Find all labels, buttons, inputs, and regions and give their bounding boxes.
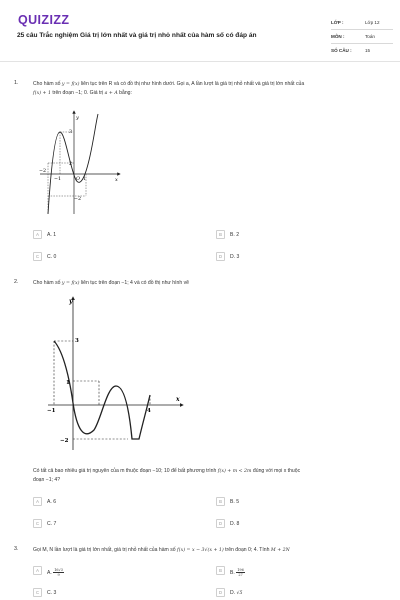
option-a[interactable] [33, 230, 153, 240]
option-letter-box: B [216, 566, 225, 575]
option-d[interactable] [216, 588, 336, 598]
option-prefix: D. [230, 589, 236, 596]
meta-value: 15 [365, 48, 371, 53]
tick-label-3: 3 [69, 130, 73, 135]
question-text [33, 546, 391, 555]
question-text-part: liên tục trên R và có đồ thị như hình dưới. Gọi a, A lần lượt là giá trị nhỏ nhất và giá trị lớn nhất của [80, 81, 305, 87]
fraction-denominator: 9 [57, 572, 60, 577]
question-text-part: liên tục trên đoạn −1; 4 và có đồ thị như hình vẽ [80, 280, 189, 286]
option-d[interactable] [216, 519, 336, 529]
question-text [33, 279, 391, 288]
meta-panel [331, 16, 393, 58]
option-text: C. 3 [47, 589, 57, 596]
option-text: C. 7 [47, 520, 57, 527]
tick-label-neg1: −1 [47, 408, 56, 414]
option-prefix: A. [47, 569, 52, 576]
option-c[interactable] [33, 588, 153, 598]
option-b[interactable] [216, 497, 336, 507]
tick-label-neg2-y: −2 [74, 197, 82, 202]
option-c[interactable] [33, 519, 153, 529]
meta-row-class [331, 16, 393, 30]
meta-key: LỚP : [331, 20, 344, 25]
option-prefix: B. [230, 569, 235, 576]
question-text-part: Cho hàm số [33, 280, 61, 286]
option-b[interactable] [216, 566, 336, 576]
option-letter-box: C [33, 519, 42, 528]
question-text-part: Có tất cả bao nhiêu giá trị nguyên của m thuộc đoạn −10; 10 để bất phương trình [33, 468, 217, 474]
axis-label-y: y [76, 115, 79, 121]
question-text-part: trên đoạn [52, 90, 74, 96]
tick-label-3: 3 [75, 338, 79, 344]
tick-label-1: 1 [66, 380, 70, 386]
question-text-part: trên đoạn 0; 4. Tính [225, 547, 270, 553]
question-number: 2. [14, 279, 19, 285]
math-expression: y = f(x) [61, 82, 80, 87]
option-text: A. 1 [47, 231, 57, 238]
axis-label-y: y [69, 298, 73, 305]
dashed-guides [54, 341, 150, 439]
tick-label-neg2: −2 [60, 438, 69, 444]
question-text-part: Cho hàm số [33, 81, 61, 87]
fraction-numerator: 196 [237, 567, 244, 572]
option-d[interactable] [216, 252, 336, 262]
question-text-part: Gọi M, N lần lượt là giá trị lớn nhất, giá trị nhỏ nhất của hàm số [33, 547, 176, 553]
math-expression: y = f(x) [61, 281, 80, 286]
meta-row-subject [331, 30, 393, 44]
meta-key: MÔN : [331, 34, 345, 39]
math-expression: a + A [104, 91, 118, 96]
meta-row-count [331, 44, 393, 58]
tick-label-neg1: −1 [54, 177, 62, 182]
tick-label-1: 1 [83, 177, 87, 182]
graph-figure-1 [38, 108, 122, 218]
fraction [236, 568, 244, 577]
option-text: D. 3 [230, 253, 240, 260]
function-curve [48, 114, 98, 214]
question-text-part: −1; 0 [75, 90, 87, 96]
fraction-denominator: 27 [238, 572, 243, 577]
option-letter-box: C [33, 588, 42, 597]
question-text [33, 80, 391, 98]
math-expression: √5 [236, 590, 243, 596]
function-curve [54, 341, 150, 439]
quizizz-logo: QUIZIZZ [18, 13, 70, 27]
origin-label: O [76, 177, 80, 182]
option-letter-box: A [33, 566, 42, 575]
option-text: A. 6 [47, 498, 57, 505]
question-text-part: đoạn −1; 4? [33, 477, 61, 483]
option-letter-box: D [216, 588, 225, 597]
page-header [0, 0, 400, 62]
math-expression: f(x) + 1 [33, 91, 51, 96]
question-number: 3. [14, 546, 19, 552]
option-text: D. 8 [230, 520, 240, 527]
option-text: C. 0 [47, 253, 57, 260]
option-letter-box: B [216, 497, 225, 506]
math-expression: M + 2N [270, 548, 290, 553]
option-a[interactable] [33, 566, 153, 576]
meta-value: Toán [365, 34, 375, 39]
axis-label-x: x [115, 177, 118, 183]
option-letter-box: D [216, 252, 225, 261]
option-letter-box: D [216, 519, 225, 528]
question-text [33, 467, 391, 484]
option-text: B. 2 [230, 231, 240, 238]
option-letter-box: B [216, 230, 225, 239]
meta-value: Lớp 12 [365, 20, 380, 25]
tick-label-neg2-x: −2 [39, 169, 47, 174]
graph-figure-2 [46, 294, 186, 454]
option-b[interactable] [216, 230, 336, 240]
tick-label-4: 4 [147, 408, 151, 414]
document-title: 25 câu Trắc nghiệm Giá trị lớn nhất và giá trị nhỏ nhất của hàm số có đáp án [17, 32, 257, 39]
question-text-part: đúng với mọi x thuộc [252, 468, 301, 474]
option-a[interactable] [33, 497, 153, 507]
option-letter-box: A [33, 497, 42, 506]
question-text-part: . Giá trị [86, 90, 104, 96]
option-text [230, 568, 245, 577]
meta-key: SỐ CÂU : [331, 48, 352, 53]
tick-label-2: 2 [69, 162, 73, 167]
question-text-part: bằng: [119, 90, 132, 96]
option-letter-box: A [33, 230, 42, 239]
option-text: B. 5 [230, 498, 240, 505]
axis-label-x: x [176, 396, 180, 403]
option-c[interactable] [33, 252, 153, 262]
question-number: 1. [14, 80, 19, 86]
option-letter-box: C [33, 252, 42, 261]
fraction [53, 568, 64, 577]
fraction-numerator: 16√3 [54, 567, 63, 572]
math-expression: f(x) = x − 3√(x + 1) [177, 548, 224, 553]
option-text [47, 568, 64, 577]
option-text [230, 590, 243, 596]
math-expression: f(x) + m < 2m [217, 469, 252, 474]
